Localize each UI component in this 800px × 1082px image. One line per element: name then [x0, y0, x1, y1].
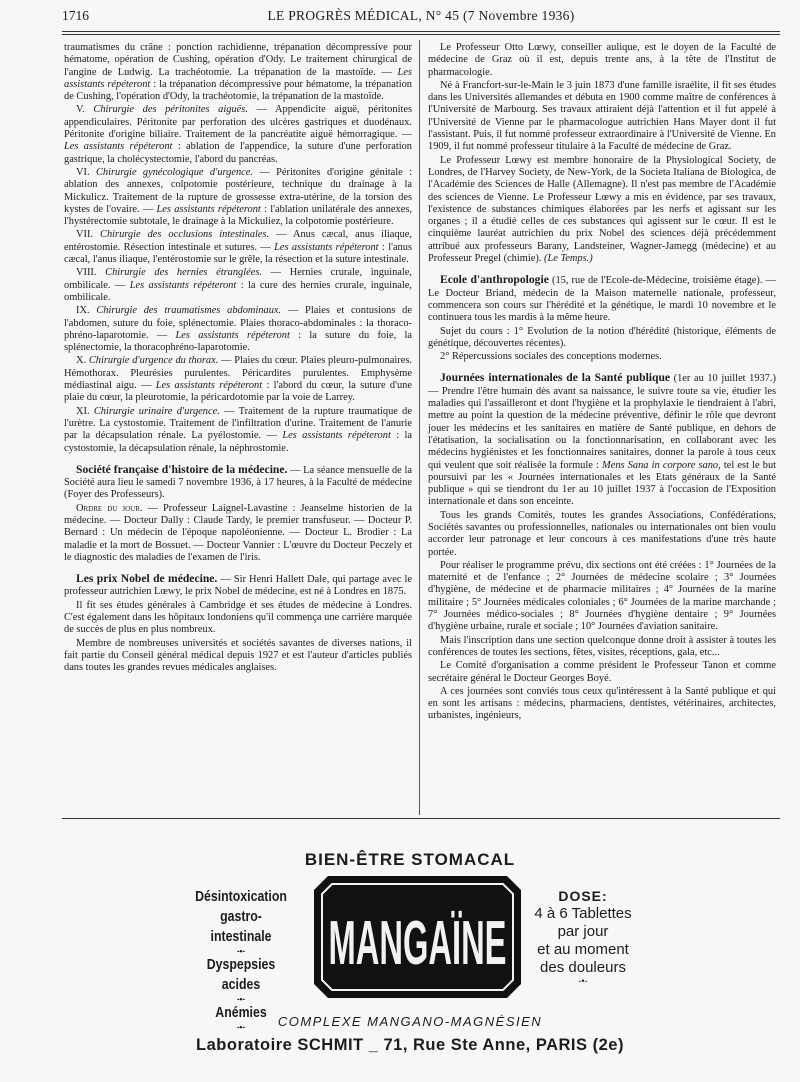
text: — Péritonites d'origine génitale : ablation des annexes, colpotomie postérieure, technique du drainage à la Mickulicz. Traitement de la rupture de grossesse extra-utérine, de la torsion des kystes de l'ovaire. — [64, 166, 413, 215]
text: Les assistants répéteront [156, 203, 261, 215]
paragraph: Le Professeur Otto Lœwy, conseiller aulique, est le doyen de la Faculté de médecine de Graz où il est, depuis trente ans, à la tête de l'Institut de pharmacologie. [428, 42, 776, 78]
source-citation: (Le Temps.) [544, 253, 593, 265]
section-xi [64, 406, 412, 455]
indication: Désintoxication [195, 889, 287, 905]
left-column [64, 42, 412, 676]
section-v [64, 104, 412, 165]
section-heading: Journées internationales de la Santé publique [440, 371, 671, 385]
ad-subtitle: COMPLEXE MANGANO-MAGNÉSIEN [277, 1014, 543, 1029]
separator-ornament: -•- [578, 976, 588, 986]
text: : la trépanation décompressive pour hématome, la trépanation de Cushing, l'opération d'Ody, la trachéotomie, la trépanation de la mastoïde. [64, 78, 412, 103]
text: : l'anus cæcal, l'anus iliaque, l'entérostomie sur le grêle, la résection et la suture intestinale. [64, 241, 412, 266]
history-society-notice [64, 464, 412, 502]
ad-laboratory: Laboratoire SCHMIT _ 71, Rue Ste Anne, PARIS (2e) [196, 1036, 624, 1054]
anthropology-notice [428, 274, 776, 324]
separator-ornament: -•- [237, 946, 245, 956]
text: XI. [76, 405, 90, 417]
text: : la cure des hernies crurale, inguinale, ombilicale. [64, 279, 412, 303]
dose-line: et au moment [537, 941, 629, 958]
agenda [64, 503, 412, 564]
section-viii [64, 267, 412, 304]
journal-title: LE PROGRÈS MÉDICAL, N° 45 (7 Novembre 1936) [267, 8, 575, 23]
text: VII. [76, 229, 94, 241]
agenda-label: Ordre du jour. [76, 502, 143, 514]
paragraph: Pour réaliser le programme prévu, dix sections ont été créées : 1° Journées de la maternité et de l'enfance ; 2° Journées de médecine scolaire ; 3° Journées d'hygiène, de médecine et de pharmacie militaires ; 4° Journées de la marine militaire ; 5° Journées médicales coloniales ; 6° Journées de la marine marchande ; 7° Journées médico-sociales ; 8° Journées d'hygiène dentaire ; 9° Journées d'hygiène urbaine, rurale et sociale ; 10° Journées d'aviation sanitaire. [428, 559, 776, 633]
text: — Anus cæcal, anus iliaque, entérostomie. Résection intestinale et sutures. — [64, 229, 412, 253]
section-heading: Les prix Nobel de médecine. [76, 572, 218, 586]
separator-ornament: -•- [237, 1022, 245, 1032]
text: — Traitement de la rupture traumatique de l'urètre. La cystostomie. Traitement de l'infiltration d'urine. Traitement de l'anurie par la décapsulation rénale. La pyélostomie. — [64, 405, 412, 442]
text: Les assistants répéteront [64, 141, 173, 153]
text: Chirurgie des hernies étranglées. [105, 267, 262, 279]
text: — Hernies crurale, inguinale, ombilicale. — [64, 267, 412, 291]
dose-label: DOSE: [558, 888, 608, 904]
right-column [428, 42, 776, 724]
article-end-rule [62, 818, 780, 819]
text: (1er au 10 juillet 1937.) [673, 373, 776, 385]
text: Les assistants répéteront [282, 430, 391, 442]
public-health-notice [428, 372, 776, 508]
text: tel est le but poursuivi par les « Journées internationales et les Etats généraux de la Santé publique » qui se tiendront du 1er au 10 juillet 1937 à l'occasion de l'Exposition internationale et dans son enceinte. [428, 459, 777, 508]
paragraph: A ces journées sont conviés tous ceux qu'intéressent à la Santé publique et qui en sont les artisans : médecins, pharmaciens, dentistes, vétérinaires, architectes, urbanistes, ingénieurs, [428, 685, 776, 722]
paragraph: Mais l'inscription dans une section quelconque donne droit à assister à toutes les conférences de toutes les sections, fêtes, visites, réceptions, gala, etc... [428, 634, 776, 658]
indication: gastro-intestinale [210, 909, 272, 945]
header-rule-top [62, 31, 780, 32]
text: — Appendicite aiguë, péritonites appendiculaires. Péritonite par perforation des ulcères gastriques et duodénaux. Péritonite d'origine biliaire. Traitement de la pancréatite aiguë hémorragique. — [64, 104, 413, 141]
text: VIII. [76, 267, 97, 279]
text: — Professeur Laignel-Lavastine : Jeanselme historien de la médecine. — Docteur Dally : Claude Tardy, le premier transfuseur. — Docteur P. Bernard : Un médecin de l'époque napoléonienne. — Docteur L. Brodier : La maladie et la mort de Bossuet. — Docteur Vannier : L'œuvre du Docteur Peczely et le diagnostic des maladies de l'examen de l'iris. [64, 502, 412, 563]
paragraph [64, 42, 412, 103]
paragraph [428, 155, 776, 266]
paragraph: Sujet du cours : 1° Evolution de la notion d'hérédité (historique, éléments de génétique, découvertes récentes). [428, 325, 776, 349]
paragraph: Le Comité d'organisation a comme président le Professeur Tanon et comme secrétaire général le Docteur Georges Boyé. [428, 660, 776, 684]
text: : la suture du foie, la splénectomie, la thoracophréno-laparotomie. [64, 329, 412, 354]
text: — Sir Henri Hallett Dale, qui partage avec le professeur autrichien Lœwy, le prix Nobel de médecine, est né à Londres en 1875. [64, 574, 412, 598]
ad-dosage [528, 887, 638, 985]
separator-ornament: -•- [237, 994, 245, 1004]
text: Les assistants répéteront [129, 279, 237, 291]
indication: Anémies [215, 1005, 267, 1021]
text: — Plaies du cœur. Plaies pleuro-pulmonaires. Hémothorax. Pleurésies purulentes. Péricardites purulentes. Emphysème médiastinal aigu. — [64, 355, 412, 392]
dose-line: par jour [557, 923, 609, 940]
text: : l'abord du cœur, la suture d'une plaie du cœur, la pleurotomie, la péricardotomie par la voie de Larrey. [64, 380, 412, 404]
page-header [62, 8, 780, 28]
page-number: 1716 [62, 8, 89, 23]
paragraph: Membre de nombreuses universités et sociétés savantes de diverses nations, il fait partie du Conseil général médical depuis 1927 et est l'auteur d'articles publiés dans toutes les grandes revues médicales anglaises. [64, 637, 412, 674]
section-heading: Société française d'histoire de la médecine. [76, 462, 288, 476]
text: Chirurgie des occlusions intestinales. [100, 229, 270, 241]
text: — Prendre l'être humain dès avant sa naissance, le suivre toute sa vie, étudier les maladies qui l'assailleront et dont l'hygiène et la prophylaxie le tiendraient à l'abri, mettre au point la question de la médecine préventive, définir le rôle que devront jouer les médecins et les sanitaires en matière de Santé publique, en dehors de l'étatisation, la socialisation ou la fonctionnarisation, en collaborant avec les médecins hygiénistes et les fonctionnaires sanitaires, donner la parole à tous ceux qui veulent que soit réalisée la formule : [428, 385, 776, 471]
text: Chirurgie d'urgence du thorax. [88, 355, 219, 367]
text: traumatismes du crâne : ponction rachidienne, trépanation décompressive pour hématome, opération de Cushing, opération d'Ody. Le traitement chirurgical de l'angine de Ludwig. La trachéotomie. La trépanation de la mastoïde. — [64, 42, 412, 78]
text: X. [76, 355, 87, 367]
text: Le Professeur Lœwy est membre honoraire de la Physiological Society, de Londres, de l'Harvey Society, de New-York, de la Societa Italiana de Biologica, de l'Académie des Sciences de Halle (Allemagne). Il n'est pas membre de l'Académie des sciences de Vienne. Le Professeur Lœwy a mis en évidence, par ses travaux, l'existence de substances chimiques élaborées par les nerfs et agissant sur les organes ; il a étudié celles de ces substances qui agissent sur le cœur. Il est le cinquième lauréat autrichien du prix Nobel des sciences déjà précédemment attribué aux professeurs Barany, Landsteiner, Wagner-Jamegg (médecine) et au Professeur Pregel (chimie). [428, 154, 776, 265]
paragraph: 2° Répercussions sociales des conceptions modernes. [440, 351, 662, 363]
paragraph: Né à Francfort-sur-le-Main le 3 juin 1873 d'une famille israélite, il fit ses études dans les Universités allemandes et débuta en 1900 comme maître de conférences à l'Université de Marbourg. Ses travaux attiraient déjà l'attention et il fut appelé à l'Université de Vienne par le pharmacologue autrichien Hans Mayer dont il fut l'assistant. Puis, il fut nommé professeur extraordinaire à l'Université de Vienne. En 1909, il fut nommé professeur titulaire à la Faculté de médecine de Graz. [428, 79, 776, 153]
section-ix [64, 305, 412, 354]
text: : la cystostomie, la décapsulation rénale, la néphrostomie. [64, 430, 413, 454]
text: Chirurgie gynécologique d'urgence. [95, 166, 253, 178]
text: V. [76, 104, 85, 116]
nobel-notice [64, 573, 412, 599]
text: Chirurgie des traumatismes abdominaux. [96, 305, 282, 317]
brand-name: MANGAÏNE [328, 909, 507, 978]
text: Les assistants répéteront [155, 380, 263, 392]
text: Les assistants répéteront [64, 66, 412, 90]
section-vii [64, 229, 412, 266]
text: IX. [76, 305, 90, 317]
brand-logo-box [310, 872, 525, 1002]
text: Chirurgie des péritonites aiguës. [93, 104, 248, 116]
section-x [64, 355, 412, 404]
motto: Mens Sana in corpore sano, [602, 459, 721, 471]
text: — La séance mensuelle de la Société aura lieu le samedi 7 novembre 1936, à 17 heures, à la Faculté de médecine (Foyer des Professeurs). [64, 464, 412, 501]
paragraph: Tous les grands Comités, toutes les grandes Associations, Confédérations, Sociétés savantes ou professionnelles, nationales ou internationales ont bien voulu accorder leur patronage et leur concours à ces manifestations d'une très haute portée. [428, 509, 776, 558]
section-heading: Ecole d'anthropologie [440, 273, 549, 287]
dose-line: des douleurs [540, 959, 626, 976]
text: : l'ablation unilatérale des annexes, l'hystérectomie subtotale, le drainage à la Mickuliez, la colpotomie postérieure. [64, 203, 412, 228]
ad-indications [190, 887, 292, 1031]
header-rule-bottom [62, 34, 780, 35]
text: Les assistants répéteront [175, 329, 290, 341]
text: (15, rue de l'Ecole-de-Médecine, troisième étage). — Le Docteur Briand, médecin de la Maison maternelle nationale, professeur, commencera son cours sur l'hérédité et la génétique, le mardi 10 novembre et le continuera tous les mardis à la même heure. [428, 275, 776, 324]
section-vi [64, 167, 412, 228]
paragraph: Il fit ses études générales à Cambridge et ses études de médecine à Londres. C'est également dans les hôpitaux londoniens qu'il commença une carrière marquée de succès de plus en plus nombreux. [64, 599, 412, 636]
column-separator [419, 40, 420, 815]
text: VI. [76, 166, 90, 178]
text: : ablation de l'appendice, la suture d'une perforation gastrique, la cholécystectomie, l'abord du pancréas. [64, 141, 412, 165]
text: Chirurgie urinaire d'urgence. [93, 405, 220, 417]
dose-line: 4 à 6 Tablettes [534, 905, 632, 922]
text: — Plaies et contusions de l'abdomen, suture du foie, splénectomie. Plaies thoraco-abdominales : la thoraco-phréno-laparotomie. — [64, 305, 412, 341]
text: Les assistants répéteront [274, 241, 379, 253]
ad-headline: BIEN-ÊTRE STOMACAL [304, 850, 516, 869]
advertisement [190, 842, 630, 1072]
indication: Dyspepsies acides [206, 957, 276, 993]
